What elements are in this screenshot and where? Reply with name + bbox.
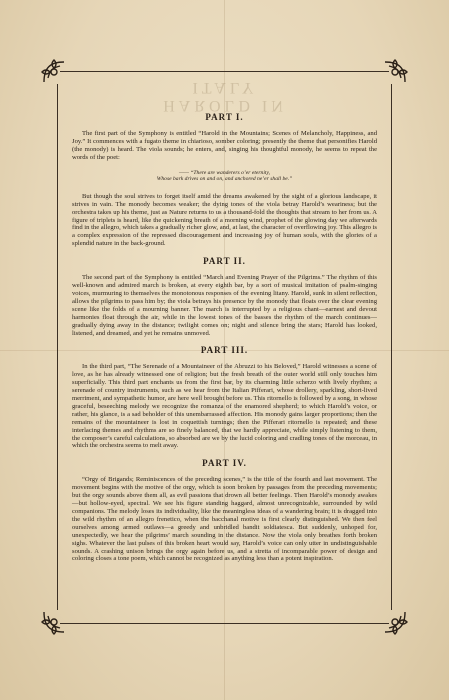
border-line-right <box>391 84 392 610</box>
part-heading: PART IV. <box>202 458 247 469</box>
paragraph: The second part of the Symphony is entitled “March and Evening Prayer of the Pilgrims.” The rhythm of this well-known and admired march is broken, at every eighth bar, by a sort of musical imitation of psalm-singing voices, murmuring to themselves the monotonous responses of the evening litany. Harold, sunk in silent reflection, allows the pilgrims to pass him by; the viola betrays his presence by the monody that floats over the clear evening scene like the folds of a mourning banner. The march is interrupted by a religious chant—earnest and devout harmonies float through the air, while in the lowest tones of the basses the rhythm of the march continues—gradually dying away in the distance; twilight comes on; night and silence bring the stars; Harold has looked, listened, and dreamed, and yet he remains unmoved. <box>72 274 377 337</box>
verse-line: Whose bark drives on and on, and anchored ne’er shall be.” <box>156 176 293 183</box>
paragraph: In the third part, “The Serenade of a Mountaineer of the Abruzzi to his Beloved,” Harold witnesses a scene of love, as he has already witnessed one of religion; but the fresh breath of the outer world still only touches him superficially. This third part enchants us from the first bar, by its charming little scherzo with lively rhythm; a serenade of country instruments, such as we hear from the Italian Pifferari, whose drollery, sparkling, short-lived merriment, and sympathetic humor, are here well brought before us. This ritornello is followed by a song, in whose graceful, beseeching melody we recognize the romanza of the enamored shepherd; to which Harold’s voice, or rather, his glance, is a sad beholder of this unembarrassed affection. His monody gains larger proportions; then the remains of the mountaineer is lost in coquettish turnings; then the Pifferari ritornello is repeated; and these interlacing themes and rhythms are so finely balanced, that we hardly appreciate, while simply listening to them, the composer’s careful calculations, so absorbed are we by the lucid coloring and cradling tones of the morceau, in which the orchestra seems to melt away. <box>72 363 377 450</box>
paragraph: But though the soul strives to forget itself amid the dreams awakened by the sight of a glorious landscape, it strives in vain. The monody becomes weaker; the dying tones of the viola betray Harold’s weariness; but the orchestra takes up his theme, just as Nature returns to us a thousand-fold the thoughts that stream to her from us. A figure of triplets is heard, like the quickening breath of a morning wind, prophet of the glowing day we afterwards find in the allegro, which takes a gradually richer glow, and, at last, the character of overflowing joy. This allegro is a complex expression of the repressed discouragement and increasing joy of human souls, with the glories of a splendid nature in the back-ground. <box>72 192 377 248</box>
paragraph: The first part of the Symphony is entitled “Harold in the Mountains; Scenes of Melancholy, Happiness, and Joy.” It commences with a fugato theme in chiarioso, somber coloring; presently the theme that personifies Harold (the monody) is heard. The viola sounds; he enters, and, singing his thoughtful monody, he seems to repeat the words of the poet: <box>72 130 377 161</box>
document-body <box>72 100 377 600</box>
verse-line: —— “There are wanderers o’er eternity, <box>178 169 271 176</box>
part-heading: PART III. <box>200 345 249 356</box>
corner-ornament-icon <box>381 58 409 86</box>
part-heading: PART II. <box>203 256 246 267</box>
border-line-bottom <box>60 623 389 624</box>
corner-ornament-icon <box>381 608 409 636</box>
border-line-left <box>57 84 58 610</box>
border-line-top <box>60 71 389 72</box>
bleed-through-text: HAROLD IN ITALY <box>163 79 287 114</box>
part-heading: PART I. <box>205 112 244 122</box>
paragraph: “Orgy of Brigands; Reminiscences of the preceding scenes,” is the title of the fourth and last movement. The movement begins with the motive of the orgy, which is soon broken by passages from the preceding movements; but the orgy sounds above them all, as evil passions that drown all better feelings. Then Harold’s monody awakes—but hollow-eyed, spectral. We see his figure standing haggard, almost unrecognizable, surrounded by wild companions. The melody loses its individuality, like the meaningless ideas of a wandering brain; it is dragged into the wild rhythm of an allegro frenetico, when the bacchanal motive is first clearly distinguished. We then feel ourselves among armed outlaws—a greedy and unbridled bandit soldiatesca. But suddenly, unhoped for, unexpectedly, we hear the pilgrims’ march sounding in the distance. Now the viola only breathes forth broken sighs. Whatever the last pulses of this broken heart would say, Harold’s voice can only utter in undistinguishable sounds. A crashing unison brings the orgy again before us, and a stretta of incomparable power of design and coloring closes a tone poem, which cannot be recognized as anything less than a potent inspiration. <box>72 476 377 563</box>
corner-ornament-icon <box>40 608 68 636</box>
corner-ornament-icon <box>40 58 68 86</box>
verse-quote <box>72 170 377 183</box>
